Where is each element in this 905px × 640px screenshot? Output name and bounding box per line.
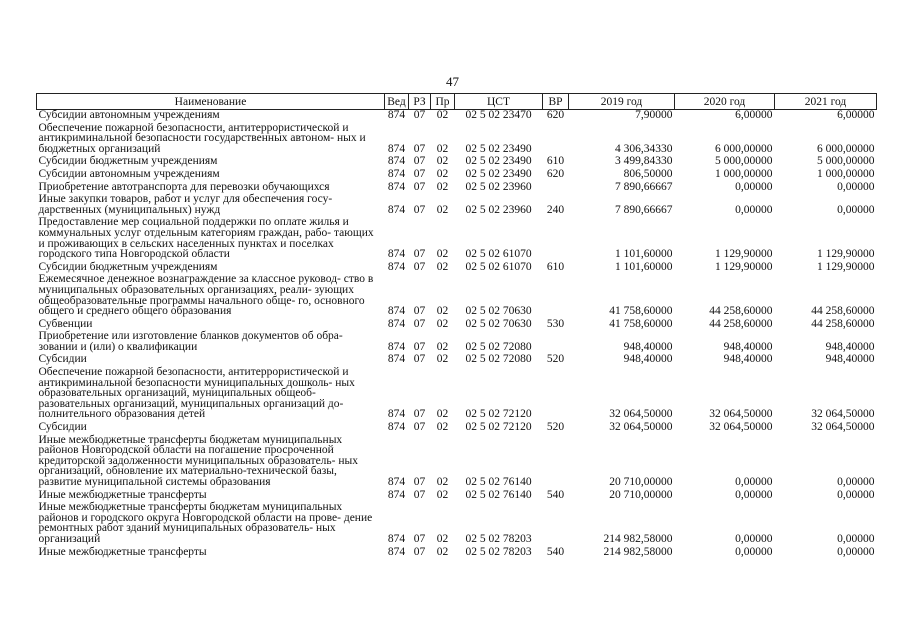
row-2021: 0,00000 bbox=[837, 488, 875, 501]
row-rz: 07 bbox=[413, 142, 426, 155]
table-row bbox=[37, 367, 877, 422]
row-ved: 874 bbox=[387, 180, 406, 193]
row-vr: 620 bbox=[546, 109, 565, 121]
row-ved: 874 bbox=[387, 476, 406, 488]
row-2020: 6 000,00000 bbox=[715, 142, 773, 155]
row-2021: 32 064,50000 bbox=[811, 421, 875, 434]
row-rz: 07 bbox=[413, 532, 426, 545]
row-name: Иные закупки товаров, работ и услуг для обеспечения госу- дарственных (муниципальных) нужд bbox=[38, 193, 333, 216]
row-2019: 20 710,00000 bbox=[609, 476, 673, 488]
row-2019: 7 890,66667 bbox=[615, 203, 673, 216]
row-vr bbox=[543, 123, 569, 157]
row-2021: 5 000,00000 bbox=[817, 155, 875, 168]
row-name: Обеспечение пожарной безопасности, антитеррористической и антикриминальной безопасности государственных автоном- ных и бюджетных организаций bbox=[38, 121, 366, 155]
row-vr: 240 bbox=[546, 203, 565, 216]
row-name: Субсидии bbox=[38, 421, 87, 434]
table-row bbox=[37, 435, 877, 490]
header-cst: ЦСТ bbox=[455, 94, 543, 110]
row-vr: 540 bbox=[546, 488, 565, 501]
row-rz: 07 bbox=[413, 353, 426, 366]
row-pr: 02 bbox=[436, 408, 449, 421]
row-pr: 02 bbox=[436, 109, 449, 121]
row-vr: 610 bbox=[546, 260, 565, 273]
row-2021: 6,00000 bbox=[837, 109, 875, 121]
row-vr bbox=[543, 217, 569, 261]
row-cst: 02 5 02 23490 bbox=[465, 167, 532, 180]
header-name: Наименование bbox=[37, 94, 385, 110]
header-pr: Пр bbox=[431, 94, 455, 110]
row-rz: 07 bbox=[413, 488, 426, 501]
table-row bbox=[37, 194, 877, 217]
row-2019: 806,50000 bbox=[623, 167, 673, 180]
row-2019: 214 982,58000 bbox=[603, 545, 673, 558]
row-2021: 6 000,00000 bbox=[817, 142, 875, 155]
table-row bbox=[37, 547, 877, 560]
row-pr: 02 bbox=[436, 180, 449, 193]
row-2020: 6,00000 bbox=[735, 109, 773, 121]
row-pr: 02 bbox=[436, 340, 449, 353]
row-cst: 02 5 02 70630 bbox=[465, 317, 532, 330]
row-2019: 3 499,84330 bbox=[615, 155, 673, 168]
row-ved: 874 bbox=[387, 408, 406, 421]
header-row bbox=[37, 94, 877, 110]
row-2019: 41 758,60000 bbox=[609, 317, 673, 330]
row-name: Ежемесячное денежное вознаграждение за классное руковод- ство в муниципальных образовательных организациях, реали- зующих общеобразовательные программы начального обще- го, основного общего и среднего общего образования bbox=[38, 273, 374, 318]
row-name: Субсидии bbox=[38, 353, 87, 366]
table-row bbox=[37, 502, 877, 546]
row-2019: 4 306,34330 bbox=[615, 142, 673, 155]
row-pr: 02 bbox=[436, 248, 449, 261]
row-2021: 1 129,90000 bbox=[817, 260, 875, 273]
row-ved: 874 bbox=[387, 260, 406, 273]
row-2019: 1 101,60000 bbox=[615, 260, 673, 273]
row-2020: 0,00000 bbox=[735, 532, 773, 545]
row-2021: 1 129,90000 bbox=[817, 248, 875, 261]
row-2020: 32 064,50000 bbox=[709, 408, 773, 421]
row-cst: 02 5 02 61070 bbox=[465, 248, 532, 261]
row-2019: 32 064,50000 bbox=[609, 421, 673, 434]
row-ved: 874 bbox=[387, 248, 406, 261]
row-cst: 02 5 02 23490 bbox=[465, 142, 532, 155]
row-name: Субсидии бюджетным учреждениям bbox=[38, 260, 218, 273]
row-2019: 948,40000 bbox=[623, 340, 673, 353]
row-pr: 02 bbox=[436, 532, 449, 545]
row-pr: 02 bbox=[436, 305, 449, 318]
row-name: Предоставление мер социальной поддержки по оплате жилья и коммунальных услуг отдельным категориям граждан, рабо- тающих и проживающих в сельских населенных пунктах и поселках городского типа Новгородской области bbox=[38, 216, 374, 261]
row-cst: 02 5 02 23960 bbox=[465, 203, 532, 216]
row-2019: 1 101,60000 bbox=[615, 248, 673, 261]
table-row bbox=[37, 110, 877, 123]
row-2020: 44 258,60000 bbox=[709, 305, 773, 318]
row-rz: 07 bbox=[413, 248, 426, 261]
table-row bbox=[37, 217, 877, 261]
row-2021: 44 258,60000 bbox=[811, 305, 875, 318]
row-cst: 02 5 02 23470 bbox=[465, 109, 532, 121]
row-2020: 0,00000 bbox=[735, 476, 773, 488]
row-cst: 02 5 02 23490 bbox=[465, 155, 532, 168]
row-name: Иные межбюджетные трансферты bbox=[38, 488, 207, 501]
row-2021: 0,00000 bbox=[837, 532, 875, 545]
header-vr: ВР bbox=[543, 94, 569, 110]
row-rz: 07 bbox=[413, 180, 426, 193]
row-cst: 02 5 02 78203 bbox=[465, 545, 532, 558]
row-name: Субсидии бюджетным учреждениям bbox=[38, 155, 218, 168]
row-2021: 1 000,00000 bbox=[817, 167, 875, 180]
row-rz: 07 bbox=[413, 545, 426, 558]
row-ved: 874 bbox=[387, 488, 406, 501]
row-2020: 948,40000 bbox=[723, 353, 773, 366]
row-name: Субсидии автономным учреждениям bbox=[38, 109, 220, 121]
row-2020: 5 000,00000 bbox=[715, 155, 773, 168]
row-ved: 874 bbox=[387, 142, 406, 155]
row-vr: 520 bbox=[546, 421, 565, 434]
row-2020: 0,00000 bbox=[735, 488, 773, 501]
row-pr: 02 bbox=[436, 203, 449, 216]
row-name: Приобретение или изготовление бланков документов об обра- зовании и (или) о квалификации bbox=[38, 330, 343, 353]
row-vr bbox=[543, 274, 569, 318]
row-2021: 948,40000 bbox=[825, 340, 875, 353]
row-2020: 32 064,50000 bbox=[709, 421, 773, 434]
row-2019: 7,90000 bbox=[635, 109, 673, 121]
row-rz: 07 bbox=[413, 305, 426, 318]
row-2020: 0,00000 bbox=[735, 180, 773, 193]
row-rz: 07 bbox=[413, 109, 426, 121]
row-rz: 07 bbox=[413, 260, 426, 273]
header-2020: 2020 год bbox=[675, 94, 775, 110]
row-2020: 44 258,60000 bbox=[709, 317, 773, 330]
row-2021: 0,00000 bbox=[837, 545, 875, 558]
row-name: Субвенции bbox=[38, 317, 93, 330]
row-2021: 0,00000 bbox=[837, 180, 875, 193]
row-vr bbox=[543, 502, 569, 546]
row-ved: 874 bbox=[387, 305, 406, 318]
row-vr: 520 bbox=[546, 353, 565, 366]
row-pr: 02 bbox=[436, 545, 449, 558]
row-pr: 02 bbox=[436, 142, 449, 155]
row-cst: 02 5 02 72120 bbox=[465, 408, 532, 421]
row-cst: 02 5 02 76140 bbox=[465, 488, 532, 501]
row-ved: 874 bbox=[387, 353, 406, 366]
row-vr: 530 bbox=[546, 317, 565, 330]
row-pr: 02 bbox=[436, 260, 449, 273]
row-2020: 0,00000 bbox=[735, 203, 773, 216]
table-header bbox=[37, 94, 877, 110]
table-row bbox=[37, 331, 877, 354]
table-row bbox=[37, 169, 877, 182]
page-number: 47 bbox=[446, 74, 459, 89]
header-2021: 2021 год bbox=[775, 94, 877, 110]
row-2020: 948,40000 bbox=[723, 340, 773, 353]
row-2021: 32 064,50000 bbox=[811, 408, 875, 421]
row-vr bbox=[543, 182, 569, 195]
row-2019: 20 710,00000 bbox=[609, 488, 673, 501]
row-vr bbox=[543, 367, 569, 422]
row-rz: 07 bbox=[413, 408, 426, 421]
row-rz: 07 bbox=[413, 167, 426, 180]
row-vr: 540 bbox=[546, 545, 565, 558]
row-pr: 02 bbox=[436, 353, 449, 366]
row-cst: 02 5 02 70630 bbox=[465, 305, 532, 318]
row-2020: 0,00000 bbox=[735, 545, 773, 558]
table-row bbox=[37, 123, 877, 157]
row-ved: 874 bbox=[387, 532, 406, 545]
header-2019: 2019 год bbox=[569, 94, 675, 110]
row-ved: 874 bbox=[387, 203, 406, 216]
row-ved: 874 bbox=[387, 155, 406, 168]
row-2020: 1 000,00000 bbox=[715, 167, 773, 180]
row-rz: 07 bbox=[413, 317, 426, 330]
row-ved: 874 bbox=[387, 167, 406, 180]
table-row bbox=[37, 422, 877, 435]
row-name: Иные межбюджетные трансферты бюджетам муниципальных районов и городского округа Новгородской области на прове- дение ремонтных работ зданий муниципальных образователь- ных организаций bbox=[38, 501, 373, 545]
row-ved: 874 bbox=[387, 340, 406, 353]
row-vr: 610 bbox=[546, 155, 565, 168]
row-vr bbox=[543, 331, 569, 354]
budget-table bbox=[36, 93, 877, 559]
row-name: Обеспечение пожарной безопасности, антитеррористической и антикриминальной безопасности муниципальных дошколь- ных образовательных организаций, муниципальных общеоб- разовательных организаций, муниципальных организаций до- полнительного образования детей bbox=[38, 366, 355, 421]
row-cst: 02 5 02 72080 bbox=[465, 340, 532, 353]
row-2019: 214 982,58000 bbox=[603, 532, 673, 545]
row-rz: 07 bbox=[413, 340, 426, 353]
row-2019: 32 064,50000 bbox=[609, 408, 673, 421]
row-ved: 874 bbox=[387, 421, 406, 434]
row-name: Приобретение автотранспорта для перевозки обучающихся bbox=[38, 180, 330, 193]
row-cst: 02 5 02 72120 bbox=[465, 421, 532, 434]
row-name: Иные межбюджетные трансферты бюджетам муниципальных районов Новгородской области на погашение просроченной кредиторской задолженности муниципальных образователь- ных организаций, обновление их материально-технической базы, развитие муниципальной системы образования bbox=[38, 433, 359, 488]
row-cst: 02 5 02 61070 bbox=[465, 260, 532, 273]
row-ved: 874 bbox=[387, 545, 406, 558]
row-2021: 0,00000 bbox=[837, 203, 875, 216]
row-2019: 41 758,60000 bbox=[609, 305, 673, 318]
row-rz: 07 bbox=[413, 155, 426, 168]
row-2020: 1 129,90000 bbox=[715, 248, 773, 261]
row-rz: 07 bbox=[413, 421, 426, 434]
row-pr: 02 bbox=[436, 421, 449, 434]
row-name: Иные межбюджетные трансферты bbox=[38, 545, 207, 558]
table-row bbox=[37, 274, 877, 318]
row-pr: 02 bbox=[436, 317, 449, 330]
header-rz: РЗ bbox=[409, 94, 431, 110]
row-2019: 948,40000 bbox=[623, 353, 673, 366]
table-body bbox=[37, 110, 877, 560]
row-2021: 44 258,60000 bbox=[811, 317, 875, 330]
row-pr: 02 bbox=[436, 476, 449, 488]
row-name: Субсидии автономным учреждениям bbox=[38, 167, 220, 180]
row-2020: 1 129,90000 bbox=[715, 260, 773, 273]
row-ved: 874 bbox=[387, 317, 406, 330]
row-vr: 620 bbox=[546, 167, 565, 180]
row-2021: 0,00000 bbox=[837, 476, 875, 488]
row-2021: 948,40000 bbox=[825, 353, 875, 366]
row-2019: 7 890,66667 bbox=[615, 180, 673, 193]
row-ved: 874 bbox=[387, 109, 406, 121]
header-ved: Вед bbox=[385, 94, 409, 110]
row-rz: 07 bbox=[413, 203, 426, 216]
row-cst: 02 5 02 76140 bbox=[465, 476, 532, 488]
row-cst: 02 5 02 78203 bbox=[465, 532, 532, 545]
row-pr: 02 bbox=[436, 488, 449, 501]
row-rz: 07 bbox=[413, 476, 426, 488]
row-cst: 02 5 02 72080 bbox=[465, 353, 532, 366]
row-cst: 02 5 02 23960 bbox=[465, 180, 532, 193]
row-pr: 02 bbox=[436, 167, 449, 180]
row-pr: 02 bbox=[436, 155, 449, 168]
row-vr bbox=[543, 435, 569, 490]
